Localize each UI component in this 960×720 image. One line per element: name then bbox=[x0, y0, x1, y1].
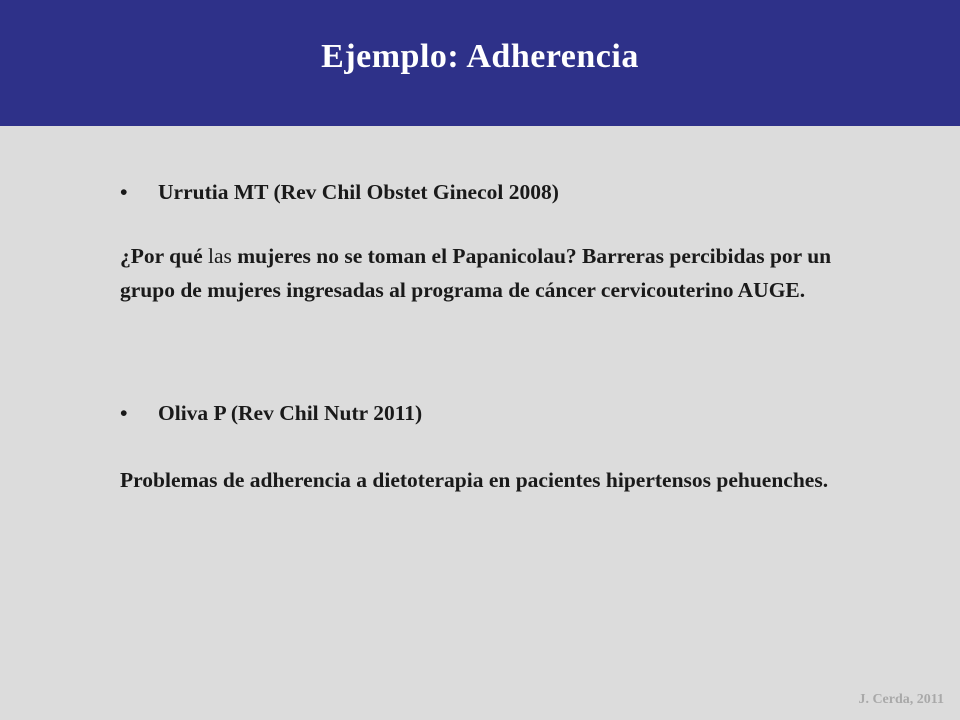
bullet-icon: • bbox=[120, 401, 128, 425]
description-text: mujeres no se toman el Papanicolau? Barreras percibidas por un grupo de mujeres ingresadas al programa de cáncer cervicouterino AUGE. bbox=[120, 244, 832, 302]
reference-citation-2: Oliva P (Rev Chil Nutr 2011) bbox=[158, 401, 423, 425]
description-text: ¿Por qué bbox=[120, 244, 208, 268]
reference-description-2: Problemas de adherencia a dietoterapia en pacientes hipertensos pehuenches. bbox=[120, 468, 829, 492]
footer-credit: J. Cerda, 2011 bbox=[858, 692, 944, 707]
title-banner bbox=[0, 0, 960, 126]
reference-item-1 bbox=[120, 180, 559, 205]
reference-item-2 bbox=[120, 401, 422, 426]
bullet-icon: • bbox=[120, 180, 128, 204]
reference-description-1 bbox=[120, 239, 860, 307]
description-text: las bbox=[208, 244, 232, 268]
reference-citation-1: Urrutia MT (Rev Chil Obstet Ginecol 2008) bbox=[158, 180, 559, 204]
slide-title: Ejemplo: Adherencia bbox=[321, 38, 639, 75]
